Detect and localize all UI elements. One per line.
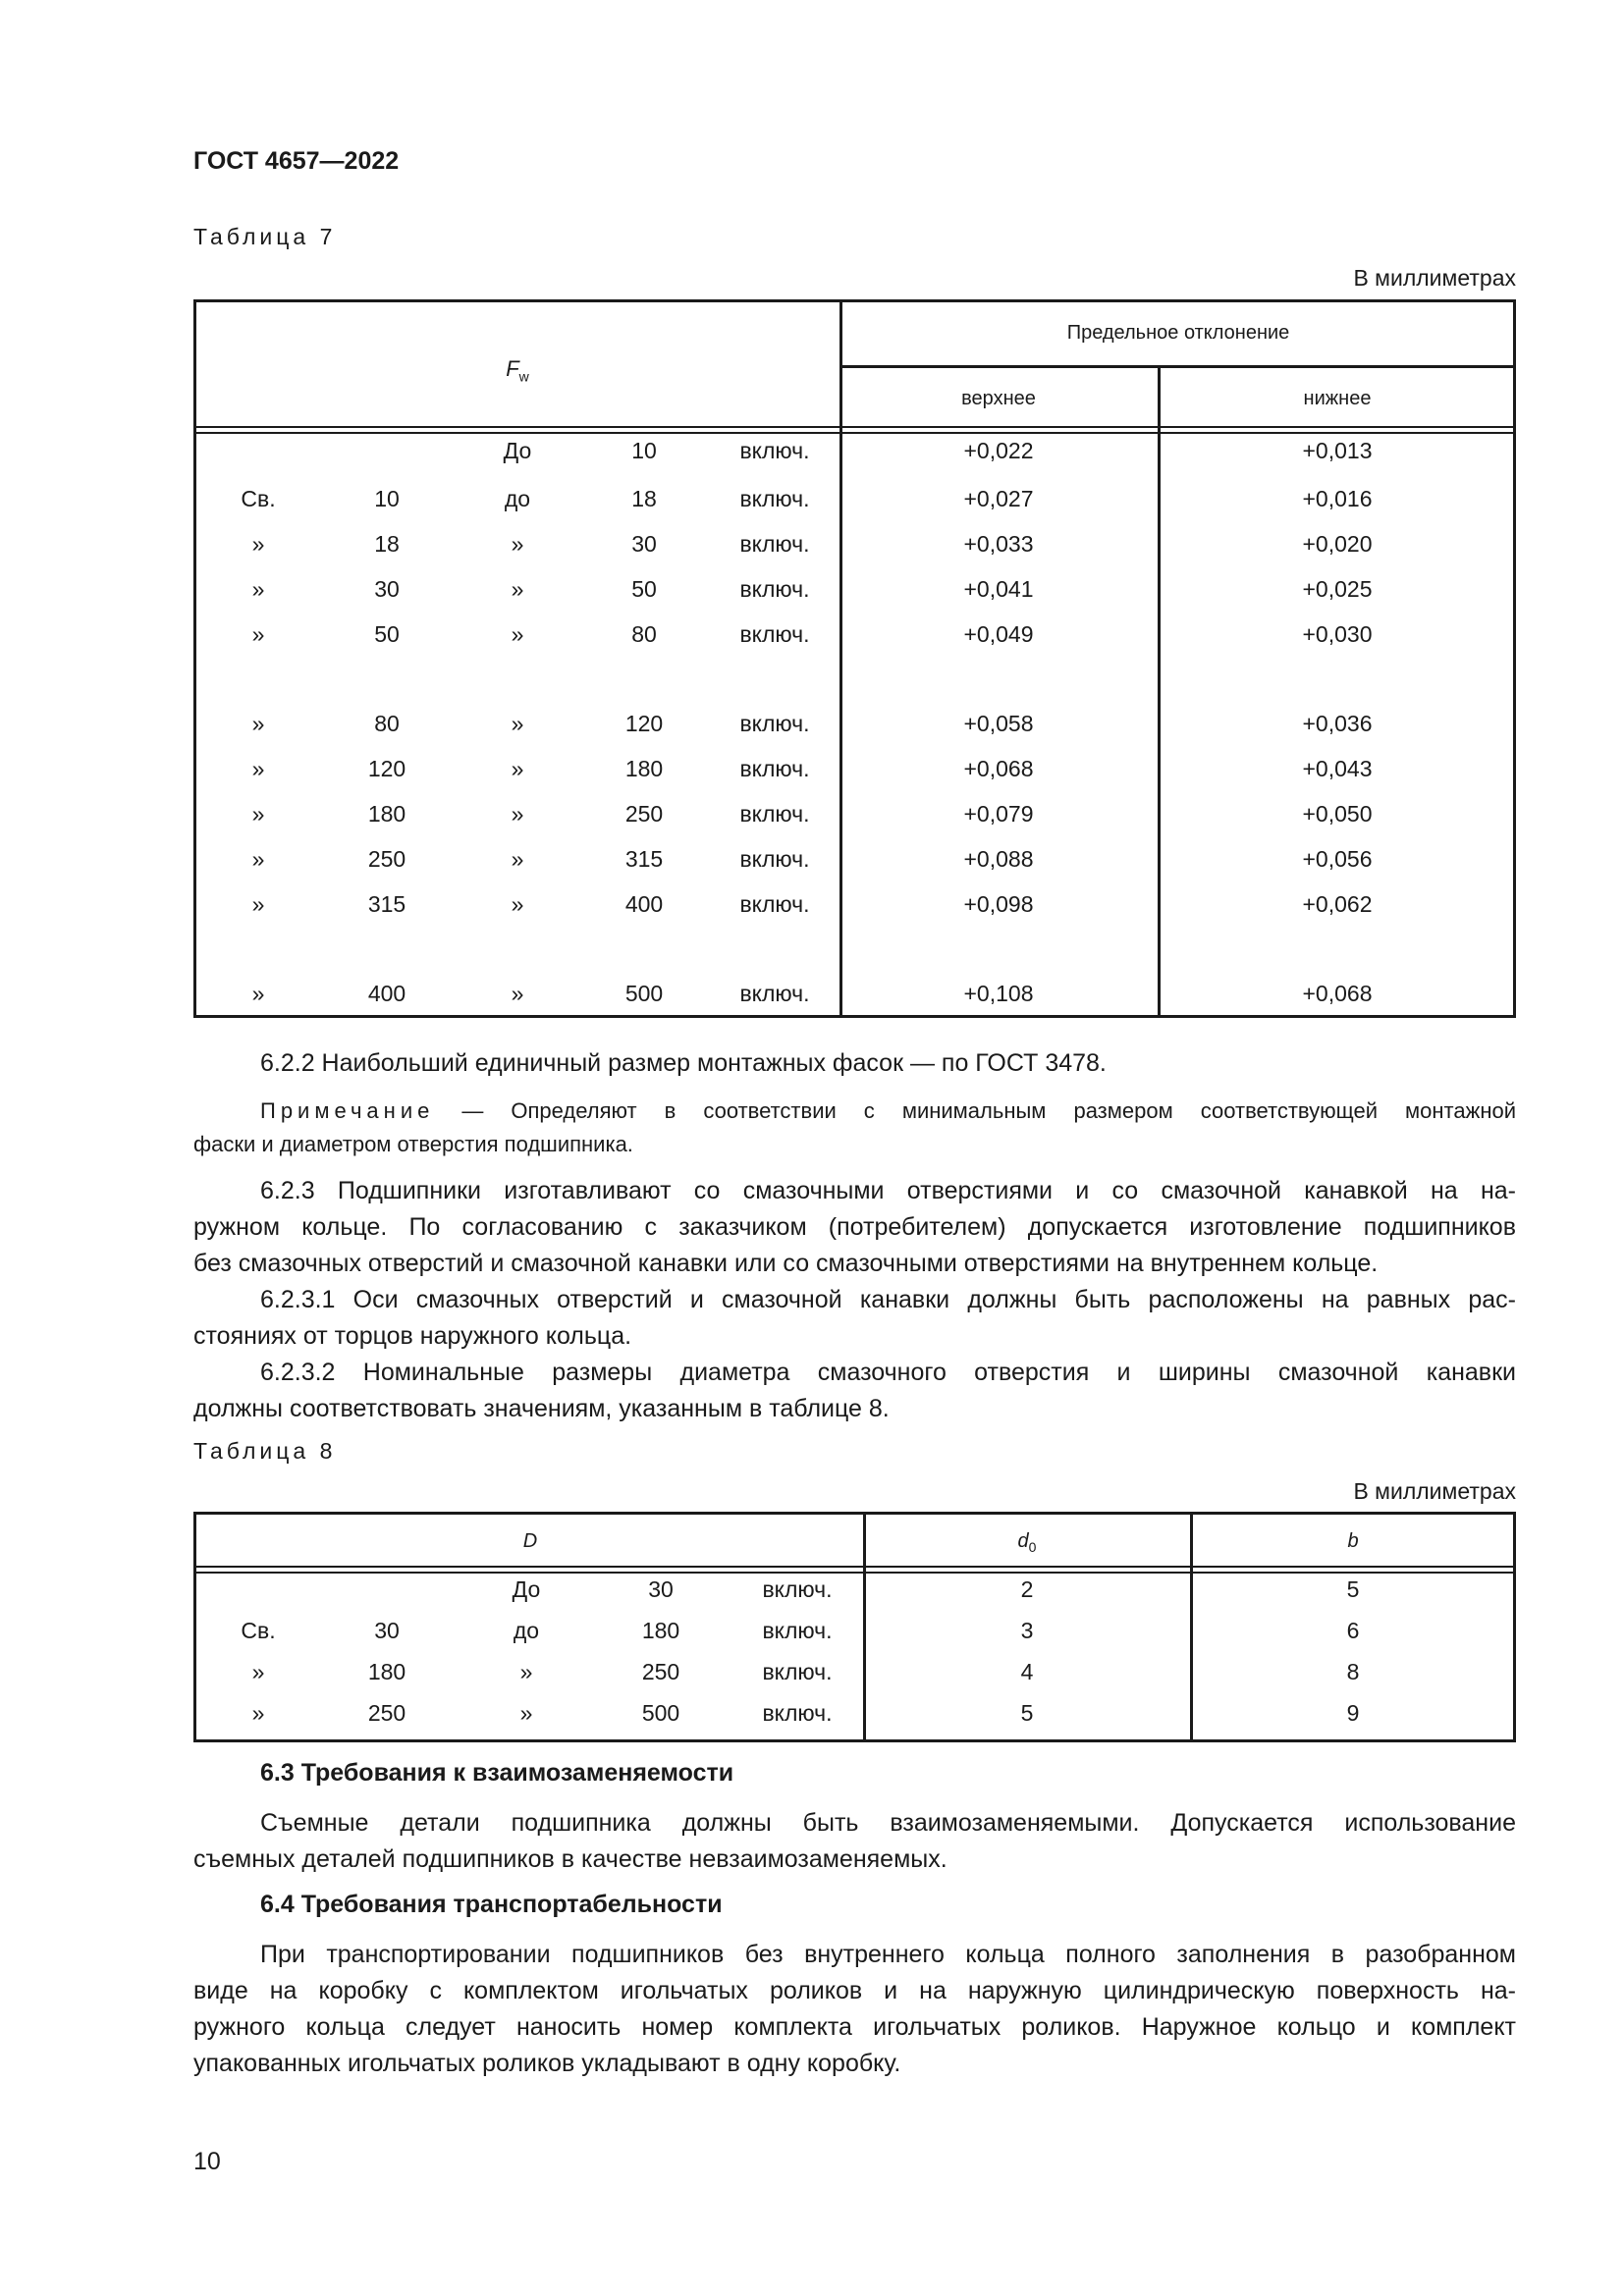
table-7-divider — [1158, 365, 1161, 1015]
table-7-header-deviation: Предельное отклонение — [1066, 322, 1290, 344]
table-8-units: В миллиметрах — [1353, 1478, 1516, 1504]
section-6-4-body: При транспортировании подшипников без внутреннего кольца полного заполнения в разобранном виде на коробку с комплектом игольчатых роликов и на наружную цилиндрическую поверхность на- ружного кольца следует наносить номер комплекта игольчатых роликов. Наружное кольцо и комплект упакованных игольчатых роликов укладывают в одну коробку. — [193, 1941, 1516, 2077]
document-title: ГОСТ 4657—2022 — [193, 147, 400, 175]
section-6-2-2: 6.2.2 Наибольший единичный размер монтажных фасок — по ГОСТ 3478. — [260, 1049, 1107, 1077]
section-6-4-heading: 6.4 Требования транспортабельности — [260, 1891, 723, 1918]
table-8-header-d0: $d_0$ — [1017, 1530, 1037, 1555]
table-8-divider — [863, 1515, 866, 1739]
note-6-2-2: Примечание — Определяют в соответствии с минимальным размером соответствующей монтажной фаски и диаметром отверстия подшипника. — [193, 1098, 1516, 1156]
table-8-divider — [196, 1566, 1513, 1568]
section-6-2-3-1: 6.2.3.1 Оси смазочных отверстий и смазочной канавки должны быть расположены на равных рас- стояниях от торцов наружного кольца. — [193, 1286, 1516, 1350]
table-8-header-d: D — [522, 1530, 538, 1552]
section-6-3-body: Съемные детали подшипника должны быть взаимозаменяемыми. Допускается использование съемных деталей подшипников в качестве невзаимозаменяемых. — [193, 1809, 1516, 1873]
table-8-caption: Таблица 8 — [193, 1438, 337, 1464]
table-7-divider — [839, 302, 842, 1015]
table-7-header-upper: верхнее — [961, 388, 1036, 409]
note-label: Примечание — [260, 1098, 435, 1123]
table-8-divider — [1190, 1515, 1193, 1739]
table-7-divider — [196, 426, 1513, 428]
table-7-units: В миллиметрах — [1353, 265, 1516, 291]
table-8-divider — [196, 1572, 1513, 1574]
table-7-header-lower: нижнее — [1303, 388, 1372, 409]
table-7-divider — [839, 365, 1516, 368]
section-6-3-heading: 6.3 Требования к взаимозаменяемости — [260, 1759, 734, 1787]
table-8-header-b: b — [1347, 1530, 1359, 1552]
section-6-2-3: 6.2.3 Подшипники изготавливают со смазочными отверстиями и со смазочной канавкой на на- ружном кольце. По согласованию с заказчиком (потребителем) допускается изготовление подшипников без смазочных отверстий и смазочной канавки или со смазочными отверстиями на внутреннем кольце. — [193, 1177, 1516, 1277]
section-6-2-3-2: 6.2.3.2 Номинальные размеры диаметра смазочного отверстия и ширины смазочной канавки должны соответствовать значениям, указанным в таблице 8. — [193, 1359, 1516, 1422]
table-7-caption: Таблица 7 — [193, 224, 337, 249]
page-number: 10 — [193, 2148, 221, 2175]
table-7-divider — [196, 432, 1513, 434]
table-7: $F_w$ Предельное отклонение верхнее нижнее До 10 включ. +0,022 +0,013 Св. 10 до 18 включ. +0,027 +0,016 » 18 » 30 включ. +0,033 +0,020 » 30 » 50 включ. +0,041 +0,025 » 50 » 80 включ. +0,049 +0,030 » 80 » 120 включ. +0,058 +0,036 » 120 » 180 включ. +0,068 +0,043 » 180 » 250 включ. +0,079 +0,050 » 250 » 315 включ. +0,088 +0,056 » 315 » 400 включ. +0,098 +0,062 » 400 » 500 включ. +0,108 +0,068 — [193, 299, 1516, 1018]
table-8: D $d_0$ b До 30 включ. 2 5 Св. 30 до 180 включ. 3 6 » 180 » 250 включ. 4 8 » 250 » 500 включ. 5 9 — [193, 1512, 1516, 1742]
table-7-header-fw: $F_w$ — [506, 356, 529, 385]
